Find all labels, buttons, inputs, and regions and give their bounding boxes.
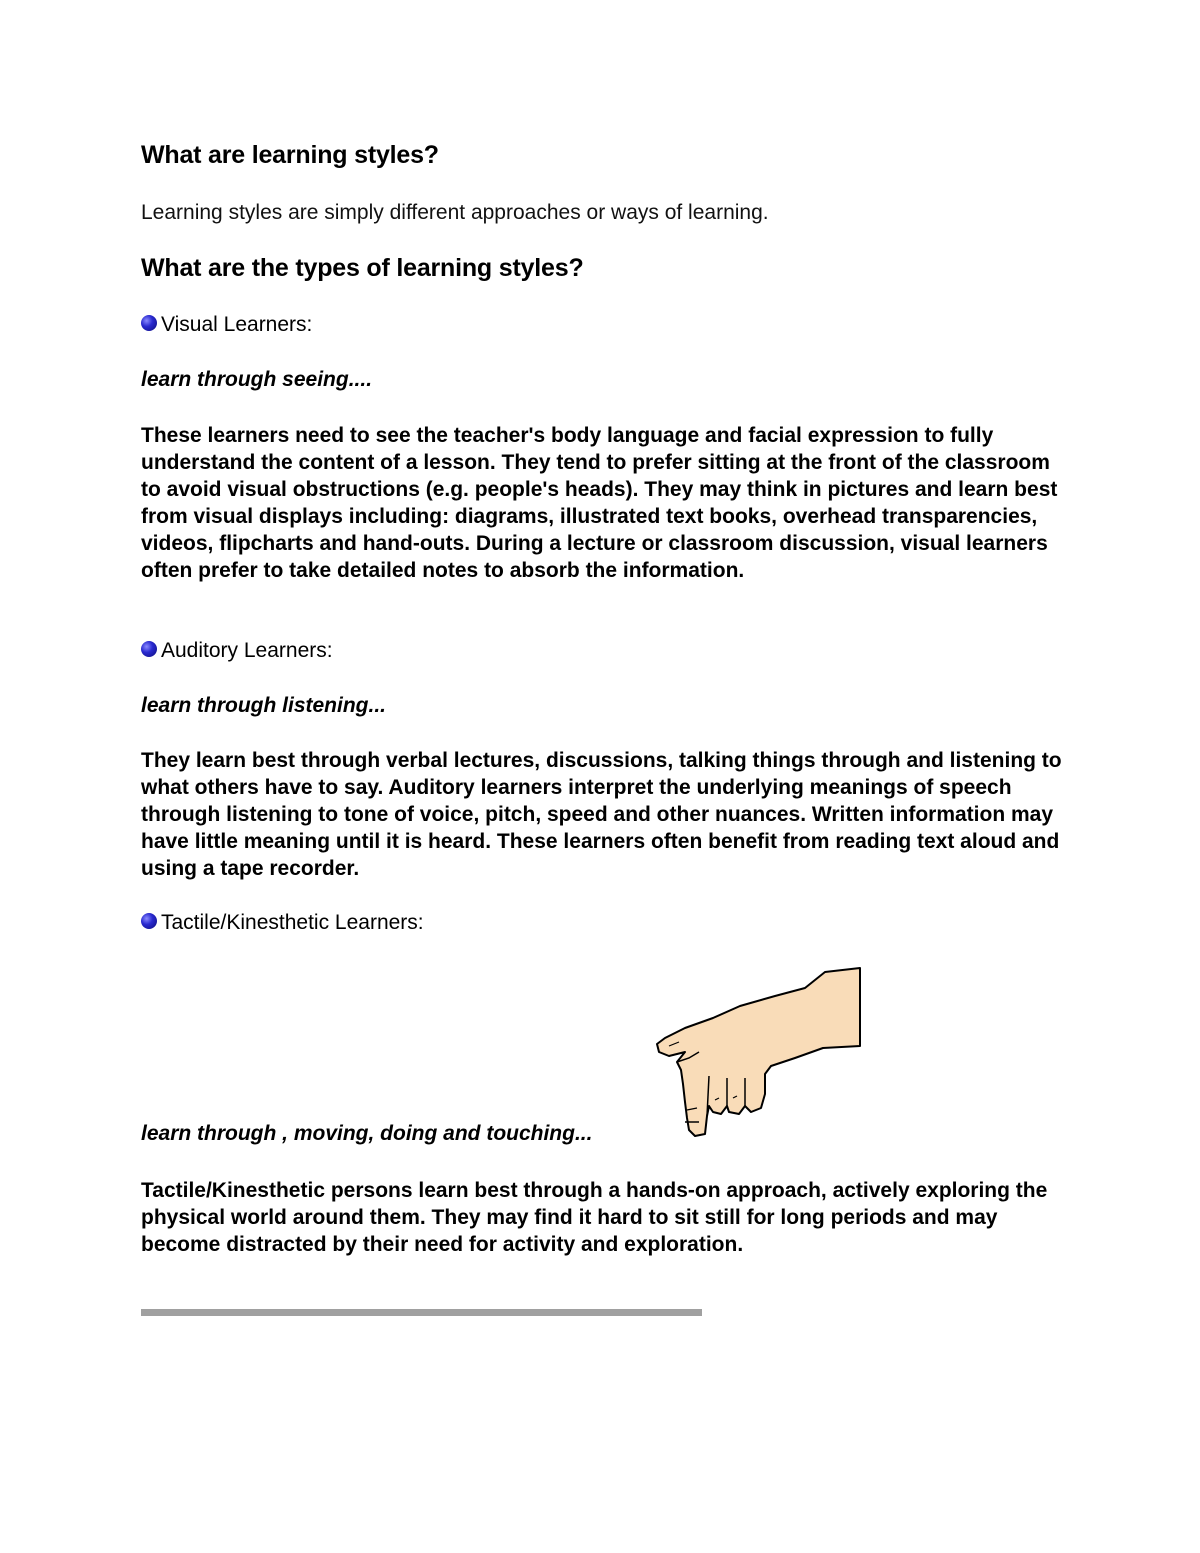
blue-ball-bullet-icon — [141, 913, 157, 929]
tactile-learners-title — [141, 911, 424, 935]
intro-text: Learning styles are simply different approaches or ways of learning. — [141, 201, 769, 224]
pointing-hand-icon — [655, 966, 867, 1144]
tactile-learners-description: Tactile/Kinesthetic persons learn best through a hands-on approach, actively exploring the physical world around them. They may find it hard to sit still for long periods and may become distracted by their need for activity and exploration. — [141, 1179, 1048, 1256]
blue-ball-bullet-icon — [141, 641, 157, 657]
section-heading: What are the types of learning styles? — [141, 254, 584, 282]
tactile-learners-tagline: learn through , moving, doing and touching... — [141, 1122, 593, 1145]
auditory-learners-label: Auditory Learners: — [161, 639, 333, 662]
visual-learners-label: Visual Learners: — [161, 313, 313, 336]
horizontal-rule — [141, 1309, 702, 1316]
page-title: What are learning styles? — [141, 141, 439, 169]
blue-ball-bullet-icon — [141, 315, 157, 331]
document-page — [141, 0, 1071, 1553]
auditory-learners-title — [141, 639, 333, 663]
visual-learners-description: These learners need to see the teacher's body language and facial expression to fully understand the content of a lesson. They tend to prefer sitting at the front of the classroom to avoid visual obstructions (e.g. people's heads). They may think in pictures and learn best from visual displays including: diagrams, illustrated text books, overhead transparencies, videos, flipcharts and hand-outs. During a lecture or classroom discussion, visual learners often prefer to take detailed notes to absorb the information. — [141, 424, 1058, 582]
auditory-learners-description: They learn best through verbal lectures, discussions, talking things through and listening to what others have to say. Auditory learners interpret the underlying meanings of speech through listening to tone of voice, pitch, speed and other nuances. Written information may have little meaning until it is heard. These learners often benefit from reading text aloud and using a tape recorder. — [141, 749, 1062, 880]
visual-learners-tagline: learn through seeing.... — [141, 368, 373, 391]
tactile-learners-label: Tactile/Kinesthetic Learners: — [161, 911, 424, 934]
visual-learners-title — [141, 313, 312, 337]
auditory-learners-tagline: learn through listening... — [141, 694, 387, 717]
